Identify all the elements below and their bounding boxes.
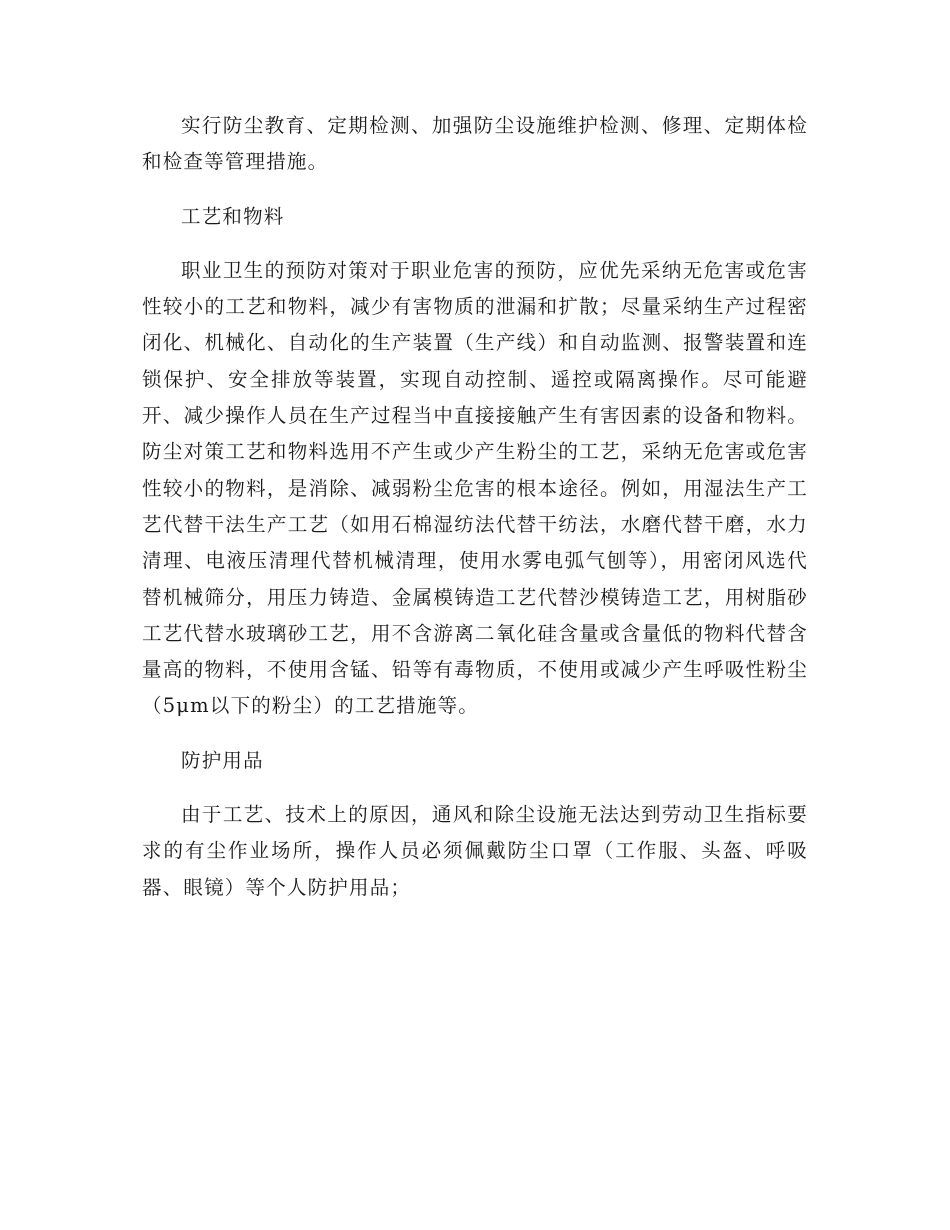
section-heading-protective-equipment: 防护用品 <box>181 748 264 772</box>
paragraph-management-measures: 实行防尘教育、定期检测、加强防尘设施维护检测、修理、定期体检和检查等管理措施。 <box>142 114 808 174</box>
paragraph-process-materials: 职业卫生的预防对策对于职业危害的预防，应优先采纳无危害或危害性较小的工艺和物料，减少有害物质的泄漏和扩散；尽量采纳生产过程密闭化、机械化、自动化的生产装置（生产线）和自动监测、报警装置和连锁保护、安全排放等装置，实现自动控制、遥控或隔离操作。尽可能避开、减少操作人员在生产过程当中直接接触产生有害因素的设备和物料。防尘对策工艺和物料选用不产生或少产生粉尘的工艺，采纳无危害或危害性较小的物料，是消除、减弱粉尘危害的根本途径。例如，用湿法生产工艺代替干法生产工艺（如用石棉湿纺法代替干纺法，水磨代替干磨，水力清理、电液压清理代替机械清理，使用水雾电弧气刨等），用密闭风选代替机械筛分，用压力铸造、金属模铸造工艺代替沙模铸造工艺，用树脂砂工艺代替水玻璃砂工艺，用不含游离二氧化硅含量或含量低的物料代替含量高的物料，不使用含锰、铅等有毒物质，不使用或减少产生呼吸性粉尘（5μm以下的粉尘）的工艺措施等。 <box>142 258 808 718</box>
paragraph-protective-equipment: 由于工艺、技术上的原因，通风和除尘设施无法达到劳动卫生指标要求的有尘作业场所，操作人员必须佩戴防尘口罩（工作服、头盔、呼吸器、眼镜）等个人防护用品； <box>142 803 808 899</box>
paragraph-gap <box>142 235 808 253</box>
paragraph-gap <box>142 725 808 743</box>
document-body <box>142 108 808 906</box>
section-heading-process-materials: 工艺和物料 <box>181 204 285 228</box>
paragraph-gap <box>142 779 808 797</box>
paragraph-gap <box>142 181 808 199</box>
